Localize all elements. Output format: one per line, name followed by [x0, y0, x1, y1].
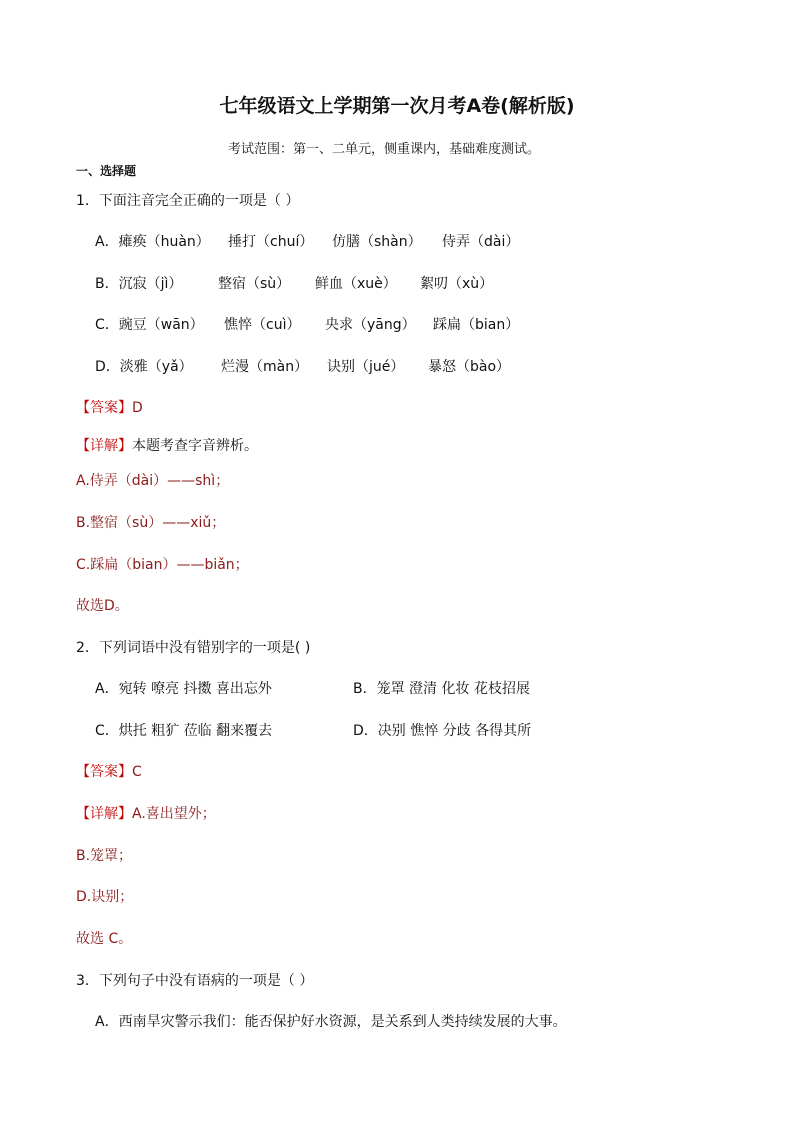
- q1-option-b-1: B．沉寂（jì）: [95, 276, 183, 292]
- q2-note-b: B.笼罩；: [76, 848, 133, 864]
- q1-option-d-3: 诀别（jué）: [327, 359, 405, 375]
- q1-note-a: A.侍弄（dài）——shì；: [76, 473, 230, 489]
- q1-detail: [76, 437, 258, 455]
- q2-option-a: A．宛转 嘹亮 抖擞 喜出忘外: [95, 681, 272, 697]
- q2-answer-value: C: [132, 764, 142, 780]
- q2-detail-text: A.喜出望外；: [132, 806, 216, 822]
- section-heading: 一、选择题: [76, 164, 137, 178]
- q1-conclusion: 故选D。: [76, 598, 129, 614]
- q1-answer-tag: 【答案】: [76, 400, 132, 416]
- q1-note-b: B.整宿（sù）——xiǔ；: [76, 515, 226, 531]
- q2-option-d: D．决别 憔悴 分歧 各得其所: [353, 723, 532, 739]
- q1-option-b-3: 鲜血（xuè）: [315, 276, 397, 292]
- q2-note-d: D.诀别；: [76, 889, 134, 905]
- page-title: 七年级语文上学期第一次月考A卷(解析版): [219, 95, 575, 117]
- q1-option-c-3: 央求（yāng）: [325, 317, 416, 333]
- q2-stem: 2．下列词语中没有错别字的一项是( ): [76, 640, 311, 656]
- q2-answer-tag: 【答案】: [76, 764, 132, 780]
- q2-option-b: B．笼罩 澄清 化妆 花枝招展: [353, 681, 530, 697]
- q1-option-a-3: 仿膳（shàn）: [332, 234, 422, 250]
- q3-stem: 3．下列句子中没有语病的一项是（ ）: [76, 973, 314, 989]
- q1-option-d-4: 暴怒（bào）: [428, 359, 511, 375]
- q1-detail-text: 本题考查字音辨析。: [132, 438, 258, 454]
- q3-option-a: A．西南旱灾警示我们：能否保护好水资源，是关系到人类持续发展的大事。: [95, 1014, 567, 1030]
- q1-detail-tag: 【详解】: [76, 438, 132, 454]
- q2-detail: [76, 805, 216, 823]
- q1-option-d-1: D．淡雅（yǎ）: [95, 359, 193, 375]
- q1-option-c-1: C．豌豆（wān）: [95, 317, 204, 333]
- q1-option-b-4: 絮叨（xù）: [420, 276, 494, 292]
- q1-answer-value: D: [132, 400, 143, 416]
- q2-answer: [76, 763, 142, 781]
- q1-option-b-2: 整宿（sù）: [218, 276, 291, 292]
- q1-answer: [76, 399, 143, 417]
- q2-option-c: C．烘托 粗犷 莅临 翻来覆去: [95, 723, 273, 739]
- q1-option-c-2: 憔悴（cuì）: [224, 317, 301, 333]
- q1-option-a-1: A．瘫痪（huàn）: [95, 234, 210, 250]
- q2-conclusion: 故选 C。: [76, 931, 133, 947]
- q1-option-a-2: 捶打（chuí）: [228, 234, 314, 250]
- q1-note-c: C.踩扁（bian）——biǎn；: [76, 557, 249, 573]
- q1-stem: 1．下面注音完全正确的一项是（ ）: [76, 193, 300, 209]
- exam-scope: 考试范围：第一、二单元，侧重课内，基础难度测试。: [228, 142, 541, 157]
- q1-option-c-4: 踩扁（bian）: [433, 317, 520, 333]
- q1-option-a-4: 侍弄（dài）: [442, 234, 520, 250]
- q1-option-d-2: 烂漫（màn）: [221, 359, 309, 375]
- q2-detail-tag: 【详解】: [76, 806, 132, 822]
